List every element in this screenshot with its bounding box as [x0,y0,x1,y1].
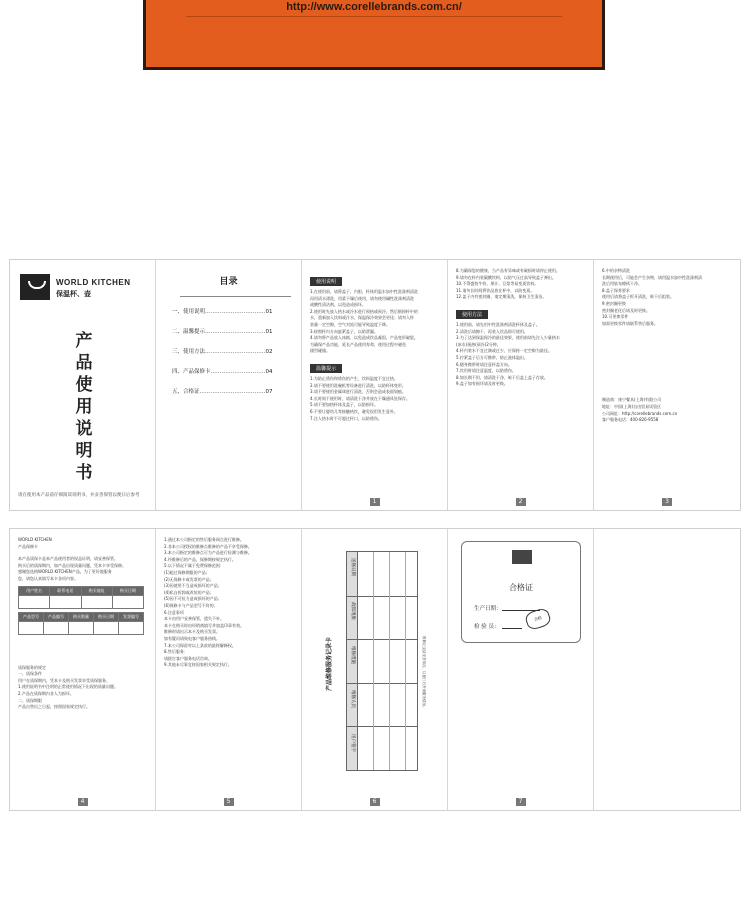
title-char: 用 [75,397,93,417]
table-cell[interactable] [81,595,112,608]
section-heading: 使用说明 [310,277,342,286]
table-header: 购买数量 [69,612,94,621]
toc-item[interactable]: 二、温馨提示……………………………01 [172,329,273,335]
table-header: 发票编号 [119,612,144,621]
toc-item[interactable]: 三、使用方法……………………………02 [172,349,273,355]
text-line: 2.清洗后请擦干，再装入饮品即可使用。 [456,328,528,334]
grid-line [405,552,406,770]
page-number: 5 [224,798,234,806]
toc-item[interactable]: 五、合格证………………………………07 [172,389,273,395]
toc-divider [180,296,291,297]
text-line: 8.为确保您的健康，当产品有异味或有破损时请停止使用。 [456,268,560,273]
text-line: 9.密封圈更换 [602,300,626,306]
toc-title: 目录 [219,277,238,287]
page-number: 7 [516,798,526,806]
text-line: 长期使用后，可能会产生杂物，请用温水加中性洗涤剂清 [602,274,702,280]
manufacturer-lines [602,397,732,423]
table-cell[interactable] [19,621,44,634]
certificate-title: 合格证 [509,583,533,592]
text-line: 如有疑问请致电客户服务热线。 [164,635,220,641]
text-line: 客户服务电话：400-826-9558 [602,417,659,423]
page-1-panel [302,260,448,510]
record-card-title: 产品维修服务记录卡 [326,636,333,691]
text-line: 9.盖子如有损坏请及时更换。 [456,381,508,387]
text-line: 地址：中国(上海)自由贸易试验区 [602,403,662,409]
text-line: 8.售后服务： [164,649,188,655]
text-line: 洗后用软布擦拭干净。 [602,281,642,287]
text-line: (1)超过保修期限的产品； [164,569,210,575]
text-line: 6.不要让婴幼儿等接触热饮，避免误用发生意外。 [310,408,398,414]
grid-line [347,726,417,727]
text-line: 1.为防止烫伤和烫伤的产生，饮料温度不宜过热。 [310,375,398,381]
toc-list [172,302,289,402]
toc-panel [156,260,302,510]
page-3-panel [594,260,740,510]
page-1-body [310,268,439,422]
text-line: 本卡在购买时由经销商填写并加盖印章有效。 [164,622,244,628]
table-header: 购买地址 [81,586,112,595]
text-line: 或酸性清洁剂，以免造成损坏。 [310,302,366,308]
warranty-title: 产品保修卡 [18,543,38,549]
usage-lines [310,289,439,355]
text-line: (3)因使用不当造成损坏的产品； [164,583,222,589]
care-lines [602,268,732,327]
tips-cont-lines [456,268,585,301]
text-line: 装量一定空隙，空气对流可能导致温度下降。 [310,321,390,327]
text-line: (4)私自拆卸或改装的产品； [164,589,214,595]
table-cell[interactable] [119,621,144,634]
record-col-label: 维修人员 [350,690,355,708]
text-line: 6.随身携带时请注意杯盖方向。 [456,361,512,367]
table-cell[interactable] [50,595,81,608]
record-grid [346,551,418,771]
text-line: 7.本公司保留对以上条款的最终解释权。 [164,642,236,648]
text-line: 如需更换零件请联系售后服务。 [602,320,658,326]
table-cell[interactable] [112,595,143,608]
title-char: 品 [75,353,93,373]
table-header: 购买日期 [112,586,143,595]
text-line: 10.可更换零件 [602,314,629,320]
page-number: 3 [662,498,672,506]
text-line: (冰水)预热(预冷)2分钟。 [456,341,501,347]
text-line: 7.饮用时请注意温度，以防烫伤。 [456,368,516,374]
text-line: 1.通过本公司指定的售后服务网点进行维修。 [164,537,244,542]
text-line: 1.使用前，请先用中性洗涤剂清洗杯体及盖子。 [456,321,540,327]
toc-item[interactable]: 一、使用说明……………………………01 [172,309,273,315]
text-line: 10.不得盛装牛奶、果汁、豆浆等易变质饮料。 [456,281,539,287]
warranty-rules [18,665,147,711]
inspector-field[interactable] [502,628,522,629]
title-char: 明 [75,441,93,461]
brand-subtitle: 保温杯、壶 [56,290,91,298]
page-6-panel [302,529,448,810]
world-kitchen-logo [512,550,532,564]
text-line: 3.请不要使用金属球进行清洗，否则会造成表面划痕。 [310,389,406,395]
text-line: 5.以下情况不属于免费保修范围： [164,563,224,569]
blank-back-panel [594,529,740,810]
page-2-panel [448,260,594,510]
brand-banner [143,0,605,70]
page-number: 6 [370,798,380,806]
brand-name: WORLD KITCHEN [56,278,131,287]
text-line: 本产品质保卡是本产品使用者的权益证明，请妥善保管。 [18,556,118,562]
text-line: 密封圈老化后请及时更换。 [602,307,650,313]
text-line: 2.非本公司授权的维修点维修的产品不享受保修。 [164,543,252,549]
warranty-brand: WORLD KITCHEN [18,537,52,542]
text-line: 为确保产品功能，延长产品使用寿命，使用过程中避免 [310,341,406,347]
text-line: 感谢您选购WORLD KITCHEN产品。为了更好地服务 [18,569,112,575]
text-line: 7.注入热水时不可超过杯口，以防烫伤。 [310,415,382,421]
text-line: 水，重新加入饮料或汁水，保温保冷效果会更佳；请勿入杯 [310,315,414,321]
section-heading: 使用方法 [456,310,488,319]
text-line: (2)无保修卡或发票的产品； [164,576,214,582]
page-3-body [602,268,732,424]
text-line: 9.请勿在杯内装碳酸饮料，以防气压过高导致盖子弹出。 [456,274,556,280]
text-line: 用户在质保期内，凭本卡及购买发票享受质保服务。 [18,677,110,683]
certificate-card [461,541,581,643]
text-line: 3.本公司指定的维修点可为产品进行检测与维修。 [164,550,252,556]
text-line: 再用清水漂洗，用柔干燥后使用，请勿使用碱性洗涤剂清洗 [310,295,414,301]
text-line: 制造商：康宁餐具(上海)有限公司 [602,397,662,403]
page-5-panel [156,529,302,810]
text-line: 11.请勿长时间将饮品放在杯中，以防变质。 [456,287,535,293]
text-line: 3.按照杯内方向旋紧盖子，以防泄漏。 [310,328,378,334]
service-terms [164,537,293,669]
text-line: 本卡由用户妥善保管，遗失不补。 [164,616,224,622]
grid-line [347,683,417,684]
text-line: 公司网址：http://corellebrands.com.cn [602,410,678,416]
text-line: 3.为了达到保温保冷的最佳效果，使用前请先注入少量热水 [456,335,560,341]
text-line: 12.盖子内有密封圈，请定期清洗，保持卫生清洁。 [456,294,547,300]
product-info-table [18,612,144,635]
table-header: 用户姓名 [19,586,50,595]
text-line: 购买后的质保期内，如产品出现质量问题，凭本卡享受保修。 [18,562,126,568]
text-line: 使用后请将盖子拆开清洗，晾干后组装。 [602,294,674,300]
warranty-intro [18,556,147,582]
text-line: 9.其他未尽事宜按国家相关规定执行。 [164,662,232,668]
text-line: 5.请不要加热杯体及盖子，以防损坏。 [310,402,378,408]
text-line: 请拨打客户服务电话咨询。 [164,655,212,661]
table-cell[interactable] [69,621,94,634]
text-line: (6)保修卡与产品型号不符的； [164,602,218,608]
method-lines [456,322,585,388]
inspector-label: 检 验 员： [474,624,500,630]
customer-info-table [18,586,144,609]
world-kitchen-logo [20,274,50,300]
page-number: 1 [370,498,380,506]
text-line: 4.请勿将产品放入冰箱，以免造成饮品凝固，产品变形破裂。 [310,335,418,341]
record-col-label: 维修措施 [350,646,355,664]
text-line: 4.长时间不使用时，请清洗干净并放在干燥通风处保存。 [310,395,410,401]
text-line: 8.盖子保养要求 [602,287,630,293]
text-line: 产品自售出之日起，按照国家规定执行。 [18,704,90,710]
record-col-label: 故障现象 [350,602,355,620]
text-line: 6.中的杂物清洗 [602,268,630,273]
text-line: 4.经维修后的产品，保修期按规定执行。 [164,556,236,562]
table-header: 产品型号 [19,612,44,621]
table-cell[interactable] [44,621,69,634]
text-line: 二、质保期限 [18,697,42,703]
text-line: 2.请不要使用洗碗机等设备进行清洗，以防杯体变形。 [310,382,406,388]
text-line: 一、质保条件 [18,671,42,677]
toc-item[interactable]: 四、产品保修卡…………………………04 [172,369,273,375]
page-4-panel [10,529,156,810]
record-col-label: 用户签字 [350,734,355,752]
title-char: 使 [75,375,93,395]
grid-line [347,596,417,597]
page-5-body [164,537,293,669]
inspection-seal: 合格 [524,607,552,632]
text-line: 5.拧紧盖子后方可携带，防止液体溢出。 [456,354,528,360]
text-line: 6.注意事项 [164,609,184,615]
section-heading: 温馨提示 [310,364,342,373]
text-line: 2.使用时先放入热水或冷水进行预热或预冷，然后倒掉杯中的 [310,308,418,314]
banner-url: http://www.corellebrands.com.cn/ [286,1,462,13]
table-header: 联系电话 [50,586,81,595]
text-line: 4.杯内装水不宜过满或过少，应保持一定空隙为最佳。 [456,348,552,354]
title-char: 说 [75,419,93,439]
table-cell[interactable] [19,595,50,608]
banner-divider [186,16,562,17]
repair-record-card [314,541,426,781]
cover-note: 请在使用本产品前仔细阅读说明书，并妥善保管以便日后参考 [18,493,140,498]
text-line: (5)因不可抗力造成损坏的产品； [164,596,222,602]
record-col-label: 送修日期 [350,558,355,576]
text-line: 1.使用说明书中注明的正常使用情况下出现的质量问题。 [18,684,118,690]
page-2-body [456,268,585,388]
title-char: 书 [75,463,93,483]
manual-sheet-bottom [9,528,741,811]
page-4-body [18,537,147,711]
title-char: 产 [75,331,93,351]
table-header: 产品编号 [44,612,69,621]
grid-line [373,552,374,770]
text-line: 剧烈碰撞。 [310,348,330,354]
production-date-label: 生产日期： [474,606,502,612]
text-line: 质保服务的规定 [18,664,46,670]
cover-panel [10,260,156,510]
text-line: 8.如长期不用，请清洗干净，晾干后盖上盖子存放。 [456,374,548,380]
table-header: 购买日期 [94,612,119,621]
text-line: 2.产品在质保期内非人为损坏。 [18,690,74,696]
text-line: 维修时请出示本卡及购买发票。 [164,629,220,635]
manual-title [74,330,94,484]
bowl-icon [28,281,46,289]
text-line: 您，请您认真填写本卡各项内容。 [18,575,78,581]
grid-line [389,552,390,770]
page-number: 2 [516,498,526,506]
tips-lines [310,376,439,422]
grid-line [347,639,417,640]
page-number: 4 [78,798,88,806]
table-cell[interactable] [94,621,119,634]
page-7-panel [448,529,594,810]
text-line: 1.在使用前，请将盖子、内胆、杯体用温水加中性洗涤剂清洗 [310,289,418,294]
record-note: 维修记录请妥善保存，以便日后查询服务情况。 [422,636,426,710]
manual-sheet-top [9,259,741,511]
